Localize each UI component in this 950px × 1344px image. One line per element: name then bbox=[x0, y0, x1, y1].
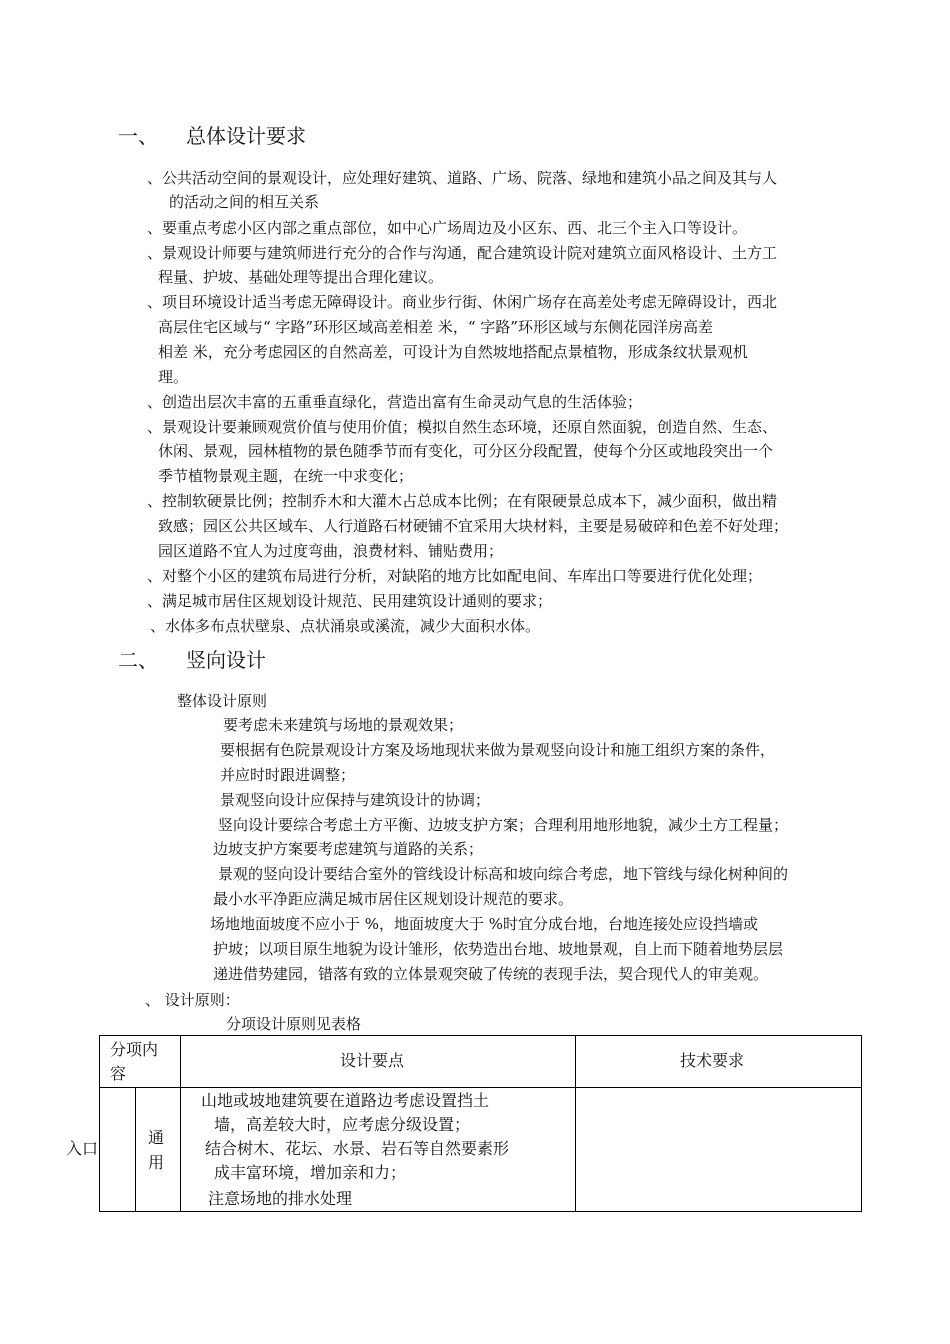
s1-item6-line1: 、景观设计要兼顾观赏价值与使用价值；模拟自然生态环境，还原自然面貌，创造自然、生态、 bbox=[147, 418, 778, 436]
s1-item8-line1: 、对整个小区的建筑布局进行分析，对缺陷的地方比如配电间、车库出口等要进行优化处理； bbox=[147, 567, 763, 585]
s1-item4-line2: 高层住宅区域与“ 字路”环形区域高差相差 米，“ 字路”环形区域与东侧花园洋房高差 bbox=[158, 318, 713, 336]
table-header-col3: 技术要求 bbox=[680, 1051, 745, 1070]
design-table bbox=[99, 1035, 862, 1212]
s1-item1-line1: 、公共活动空间的景观设计，应处理好建筑、道路、广场、院落、绿地和建筑小品之间及其与人 bbox=[147, 169, 778, 187]
s2-principle-9: 场地地面坡度不应小于 %，地面坡度大于 %时宜分成台地，台地连接处应设挡墙或 bbox=[210, 915, 759, 933]
s2-subtitle: 整体设计原则 bbox=[177, 692, 268, 710]
s1-item7-line2: 致感；园区公共区域车、人行道路石材硬铺不宜采用大块材料，主要是易破碎和色差不好处理； bbox=[158, 517, 789, 535]
s2-table-intro: 分项设计原则见表格 bbox=[226, 1015, 362, 1033]
table-header-col1-line2: 容 bbox=[110, 1064, 127, 1083]
s1-item7-line1: 、控制软硬景比例；控制乔木和大灌木占总成本比例；在有限硬景总成本下，减少面积，做出精 bbox=[147, 492, 778, 510]
s2-principle-2: 要根据有色院景观设计方案及场地现状来做为景观竖向设计和施工组织方案的条件， bbox=[220, 741, 776, 759]
section1-number: 一、 bbox=[118, 124, 158, 148]
table-point-2: 墙，高差较大时，应考虑分级设置； bbox=[214, 1115, 471, 1134]
s2-principle-8: 最小水平净距应满足城市居住区规划设计规范的要求。 bbox=[213, 890, 574, 908]
table-row-col1-divider bbox=[180, 1087, 181, 1211]
s1-item1-line2: 的活动之间的相互关系 bbox=[169, 193, 320, 211]
s1-item4-line3: 相差 米，充分考虑园区的自然高差，可设计为自然坡地搭配点景植物，形成条纹状景观机 bbox=[158, 343, 748, 361]
table-point-5: 注意场地的排水处理 bbox=[208, 1189, 353, 1208]
section2-number: 二、 bbox=[118, 648, 158, 672]
s1-item7-line3: 园区道路不宜人为过度弯曲，浪费材料、铺贴费用； bbox=[158, 542, 504, 560]
s2-principle-4: 景观竖向设计应保持与建筑设计的协调； bbox=[220, 791, 491, 809]
s1-item9-line1: 、满足城市居住区规划设计规范、民用建筑设计通则的要求； bbox=[147, 592, 553, 610]
s2-principle-5: 竖向设计要综合考虑土方平衡、边坡支护方案；合理利用地形地貌，减少土方工程量； bbox=[218, 816, 789, 834]
table-col1-divider bbox=[180, 1036, 181, 1087]
table-row-category: 入口 bbox=[66, 1139, 99, 1158]
section2-title: 竖向设计 bbox=[186, 648, 266, 672]
s1-item10-line1: 、水体多布点状壁泉、点状涌泉或溪流，减少大面积水体。 bbox=[150, 617, 541, 635]
table-row-inner-divider bbox=[135, 1087, 136, 1211]
section1-title: 总体设计要求 bbox=[186, 124, 306, 148]
s1-item6-line2: 休闲、景观，园林植物的景色随季节而有变化，可分区分段配置，使每个分区或地段突出一个 bbox=[158, 442, 774, 460]
table-point-4: 成丰富环境，增加亲和力； bbox=[214, 1163, 407, 1182]
s2-design-principle-label: 、 设计原则： bbox=[145, 991, 240, 1009]
s2-principle-6: 边坡支护方案要考虑建筑与道路的关系； bbox=[213, 840, 484, 858]
table-sub-line1: 通 bbox=[148, 1128, 165, 1147]
table-point-3: 结合树木、花坛、水景、岩石等自然要素形 bbox=[205, 1139, 510, 1158]
s1-item5-line1: 、创造出层次丰富的五重垂直绿化，营造出富有生命灵动气息的生活体验； bbox=[147, 393, 643, 411]
s1-item3-line2: 程量、护坡、基础处理等提出合理化建议。 bbox=[158, 268, 444, 286]
table-header-col2: 设计要点 bbox=[340, 1051, 405, 1070]
s1-item2-line1: 、要重点考虑小区内部之重点部位，如中心广场周边及小区东、西、北三个主入口等设计。 bbox=[147, 219, 748, 237]
s1-item4-line1: 、项目环境设计适当考虑无障碍设计。商业步行街、休闲广场存在高差处考虑无障碍设计，西北 bbox=[147, 293, 778, 311]
s1-item4-line4: 理。 bbox=[158, 368, 189, 386]
s1-item6-line3: 季节植物景观主题，在统一中求变化； bbox=[158, 467, 414, 485]
s2-principle-1: 要考虑未来建筑与场地的景观效果； bbox=[223, 716, 464, 734]
table-sub-line2: 用 bbox=[148, 1153, 165, 1172]
table-point-1: 山地或坡地建筑要在道路边考虑设置挡土 bbox=[201, 1091, 490, 1110]
table-col2-divider bbox=[575, 1036, 576, 1211]
table-header-divider bbox=[100, 1087, 861, 1088]
table-header-col1-line1: 分项内 bbox=[110, 1040, 159, 1059]
s2-principle-10: 护坡；以项目原生地貌为设计雏形，依势造出台地、坡地景观，自上而下随着地势层层 bbox=[213, 940, 784, 958]
s2-principle-7: 景观的竖向设计要结合室外的管线设计标高和坡向综合考虑，地下管线与绿化树种间的 bbox=[218, 865, 789, 883]
s2-principle-3: 并应时时跟进调整； bbox=[220, 766, 356, 784]
s2-principle-11: 递进借势建园，错落有致的立体景观突破了传统的表现手法，契合现代人的审美观。 bbox=[213, 965, 769, 983]
s1-item3-line1: 、景观设计师要与建筑师进行充分的合作与沟通，配合建筑设计院对建筑立面风格设计、土方工 bbox=[147, 244, 778, 262]
